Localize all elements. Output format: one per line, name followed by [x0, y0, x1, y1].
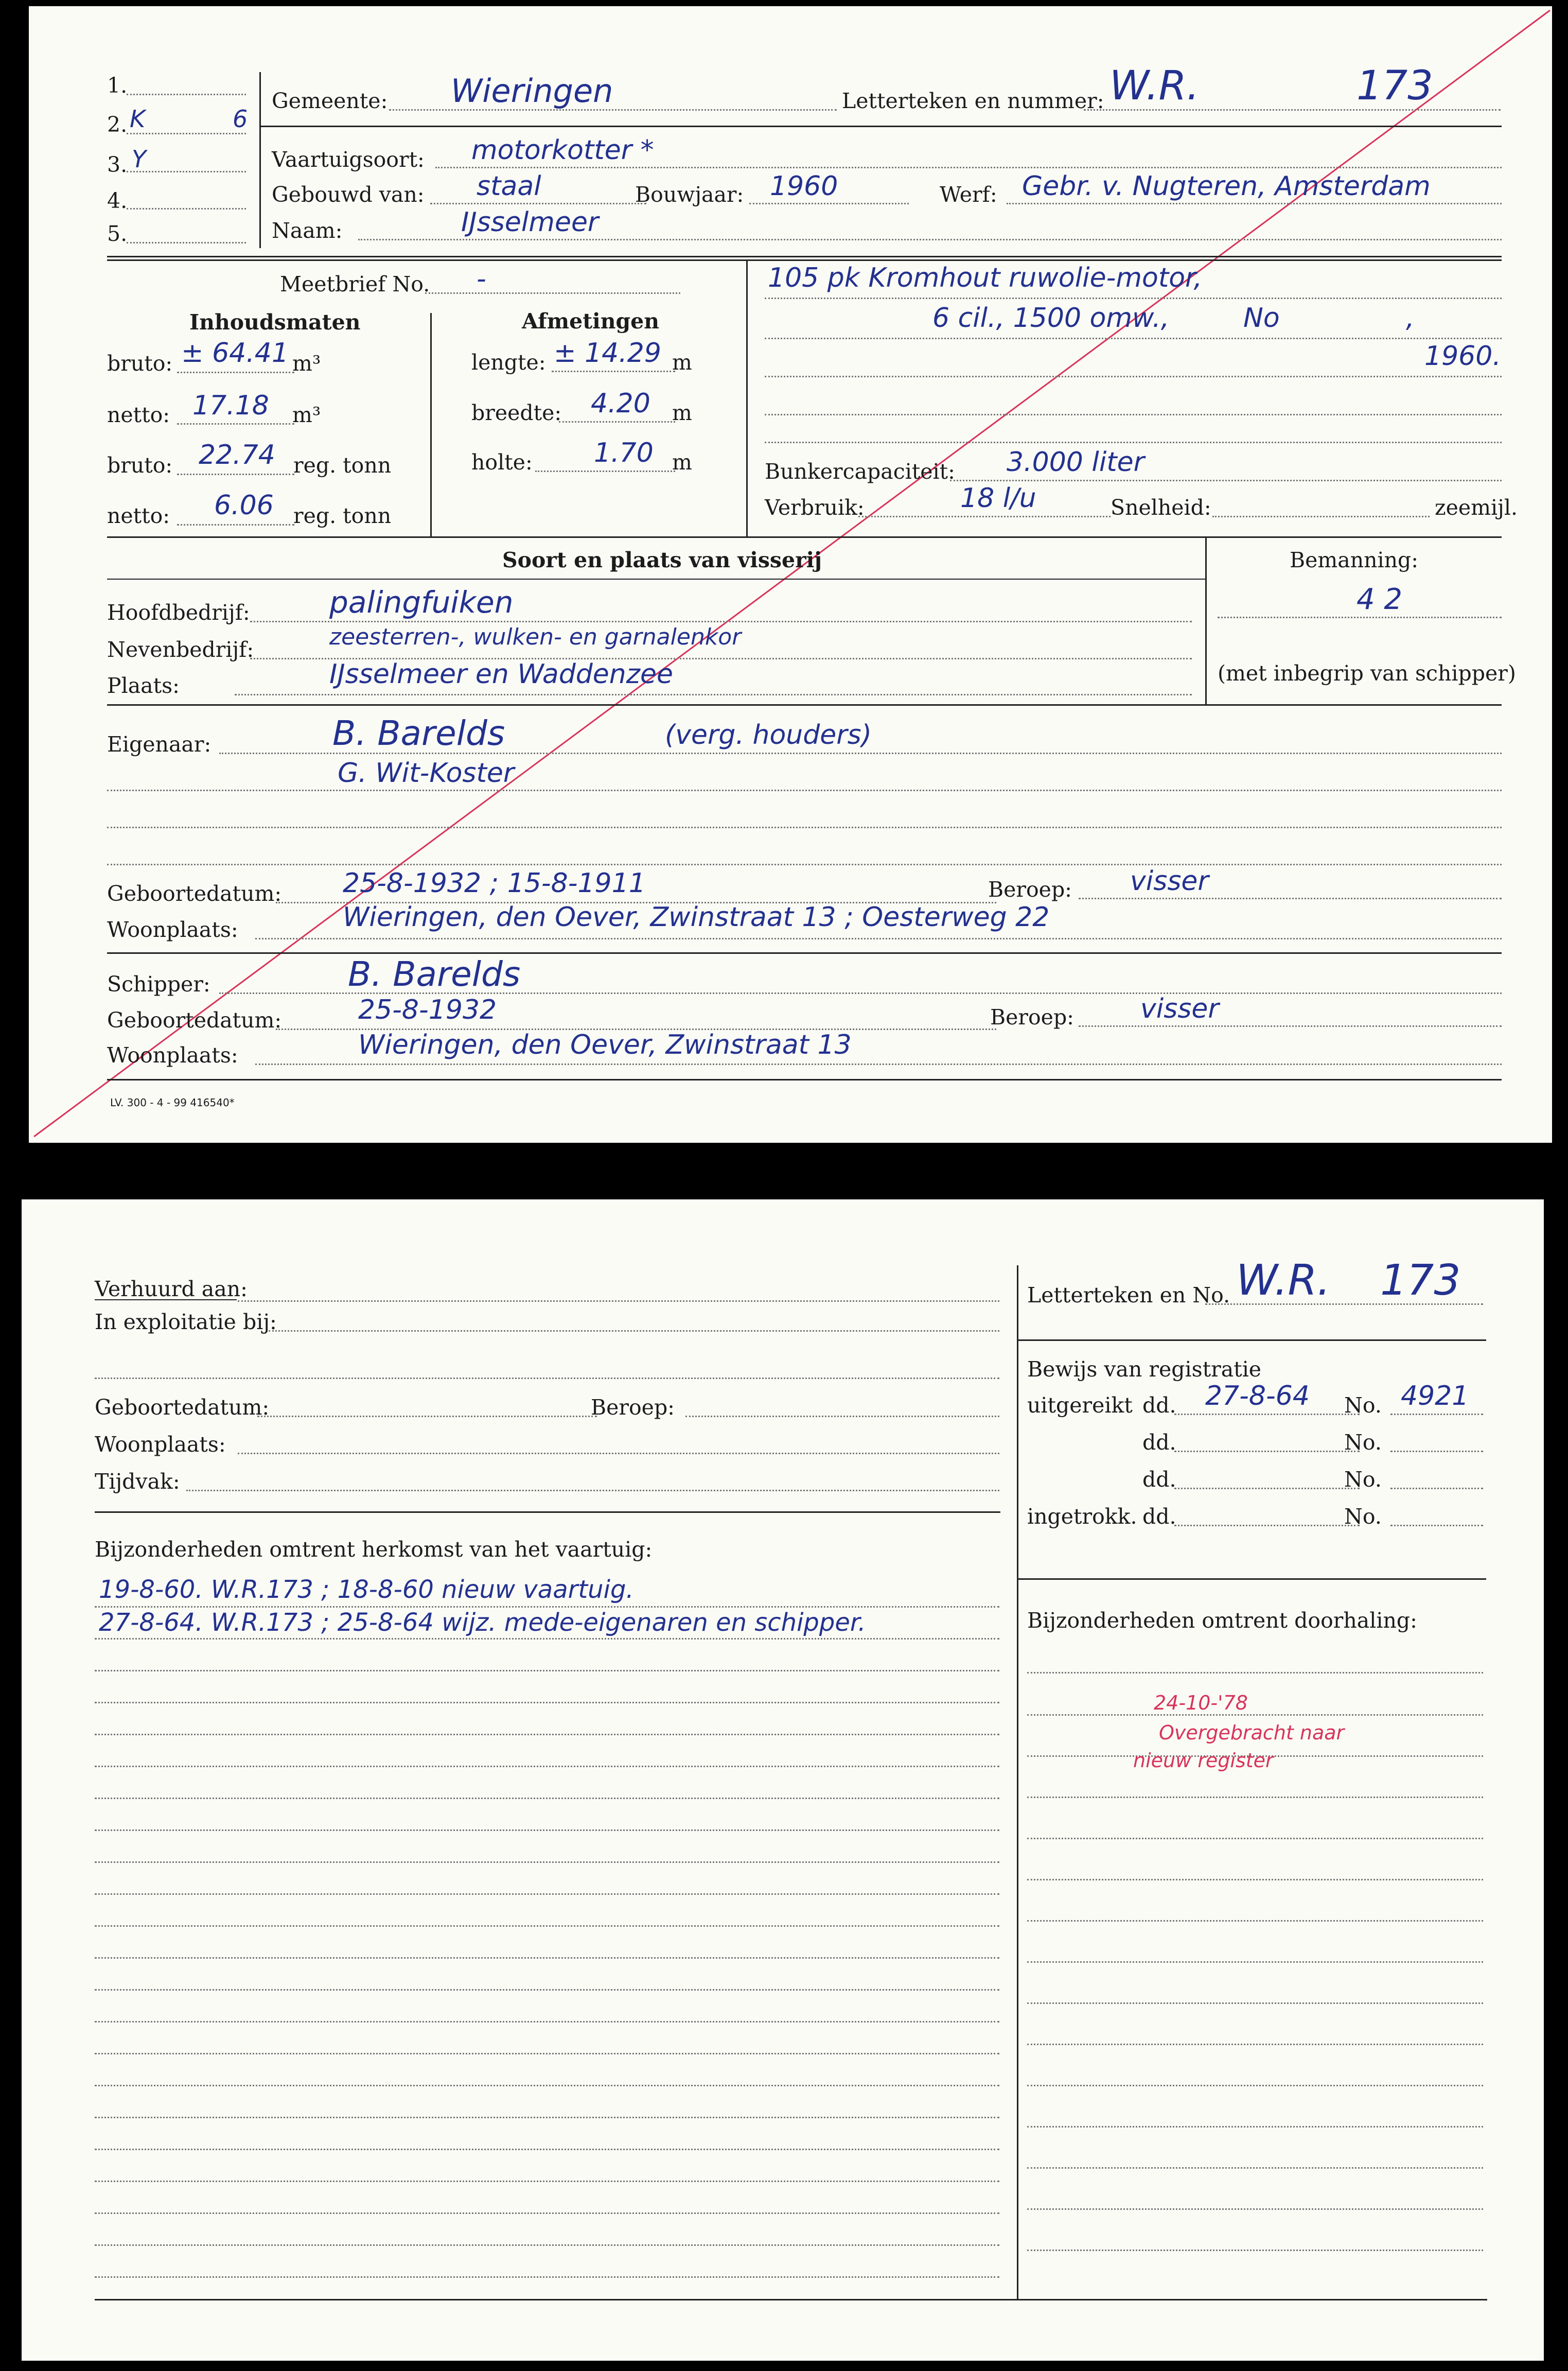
letterteken-number: 173: [1356, 63, 1433, 109]
no-label-3: No.: [1344, 1467, 1382, 1492]
letterteken-label: Letterteken en nummer:: [842, 89, 1104, 113]
row-number-3: 3.: [107, 152, 128, 177]
netto-ton-unit: reg. tonn: [293, 503, 392, 528]
back-geboortedatum-label: Geboortedatum:: [95, 1395, 270, 1420]
herkomst-line-2: 27-8-64. W.R.173 ; 25-8-64 wijz. mede-eigenaren en schipper.: [99, 1608, 866, 1637]
schipper-beroep-value: visser: [1140, 993, 1219, 1024]
bouwjaar-value: 1960: [770, 171, 838, 202]
lengte-value: ± 14.29: [554, 338, 661, 369]
netto-m3-unit: m³: [292, 403, 321, 427]
row-number-1: 1.: [107, 73, 128, 98]
meetbrief-label: Meetbrief No.: [280, 272, 430, 297]
netto-ton-value: 6.06: [214, 490, 274, 521]
lengte-unit: m: [672, 350, 692, 375]
row-2-letter: K: [130, 105, 146, 133]
vaartuigsoort-value: motorkotter *: [471, 135, 654, 166]
schipper-value: B. Barelds: [348, 954, 521, 994]
no-label-2: No.: [1344, 1430, 1382, 1455]
eigenaar-2: G. Wit-Koster: [338, 758, 515, 789]
holte-label: holte:: [471, 450, 533, 475]
motor-line-2: 6 cil., 1500 omw.,: [932, 303, 1170, 334]
back-letterteken-label: Letterteken en No.: [1027, 1283, 1230, 1307]
tijdvak-label: Tijdvak:: [95, 1469, 180, 1494]
gebouwd-label: Gebouwd van:: [272, 182, 425, 207]
row-number-2: 2.: [107, 112, 128, 137]
registration-card-front: [29, 6, 1552, 1143]
schipper-beroep-label: Beroep:: [990, 1005, 1074, 1030]
inhoudsmaten-title: Inhoudsmaten: [189, 310, 361, 335]
bruto-ton-value: 22.74: [199, 440, 275, 470]
row-2-value: 6: [233, 105, 248, 133]
breedte-unit: m: [672, 400, 692, 425]
motor-no: No: [1243, 303, 1280, 334]
bemanning-value: 4 2: [1356, 583, 1403, 616]
back-letterteken-letters: W.R.: [1236, 1256, 1331, 1305]
naam-value: IJsselmeer: [461, 207, 599, 238]
motor-line-1: 105 pk Kromhout ruwolie-motor,: [768, 263, 1203, 293]
no-label-1: No.: [1344, 1393, 1382, 1418]
holte-value: 1.70: [594, 438, 654, 468]
exploitatie-label: In exploitatie bij:: [95, 1310, 277, 1334]
nevenbedrijf-value: zeesterren-, wulken- en garnalenkor: [329, 624, 742, 650]
gebouwd-value: staal: [477, 171, 541, 202]
red-note-date: 24-10-'78: [1154, 1692, 1248, 1714]
plaats-label: Plaats:: [107, 673, 180, 698]
motor-comma: ,: [1406, 303, 1415, 334]
bewijs-label: Bewijs van registratie: [1027, 1357, 1262, 1382]
schipper-geboortedatum-value: 25-8-1932: [358, 995, 497, 1025]
plaats-value: IJsselmeer en Waddenzee: [329, 659, 674, 690]
form-code: LV. 300 - 4 - 99 416540*: [110, 1096, 235, 1109]
netto-m3-label: netto:: [107, 403, 170, 427]
woonplaats-value: Wieringen, den Oever, Zwinstraat 13 ; Oesterweg 22: [343, 902, 1050, 933]
met-inbegrip-text: (met inbegrip van schipper): [1218, 661, 1516, 686]
schipper-label: Schipper:: [107, 972, 210, 997]
bunker-label: Bunkercapaciteit:: [765, 459, 955, 484]
bemanning-label: Bemanning:: [1290, 548, 1419, 572]
red-note-line-2: Overgebracht naar: [1159, 1721, 1345, 1744]
verbruik-label: Verbruik:: [765, 495, 865, 520]
row-number-4: 4.: [107, 188, 128, 213]
gemeente-value: Wieringen: [451, 72, 613, 110]
eigenaar-note: (verg. houders): [665, 720, 872, 751]
verhuurd-label: Verhuurd aan:: [95, 1277, 248, 1301]
schipper-geboortedatum-label: Geboortedatum:: [107, 1008, 282, 1033]
uitgereikt-no-value: 4921: [1401, 1381, 1469, 1411]
dd-label-3: dd.: [1142, 1467, 1176, 1492]
eigenaar-1: B. Barelds: [332, 713, 505, 753]
bruto-ton-label: bruto:: [107, 453, 173, 478]
bruto-ton-unit: reg. tonn: [293, 453, 392, 478]
herkomst-label: Bijzonderheden omtrent herkomst van het vaartuig:: [95, 1537, 653, 1562]
meetbrief-value: -: [477, 264, 486, 294]
hoofdbedrijf-value: palingfuiken: [329, 585, 514, 620]
werf-label: Werf:: [940, 182, 997, 207]
bruto-m3-label: bruto:: [107, 351, 173, 376]
hoofdbedrijf-label: Hoofdbedrijf:: [107, 600, 250, 625]
soort-visserij-title: Soort en plaats van visserij: [502, 548, 822, 572]
holte-unit: m: [672, 450, 692, 475]
woonplaats-label: Woonplaats:: [107, 917, 238, 942]
werf-value: Gebr. v. Nugteren, Amsterdam: [1022, 171, 1431, 202]
back-beroep-label: Beroep:: [591, 1395, 675, 1420]
uitgereikt-label: uitgereikt: [1027, 1393, 1133, 1418]
letterteken-letters: W.R.: [1109, 63, 1200, 109]
schipper-woonplaats-value: Wieringen, den Oever, Zwinstraat 13: [358, 1030, 852, 1060]
snelheid-label: Snelheid:: [1111, 495, 1211, 520]
bunker-value: 3.000 liter: [1007, 447, 1145, 478]
breedte-label: breedte:: [471, 400, 562, 425]
beroep-label: Beroep:: [988, 877, 1072, 902]
bouwjaar-label: Bouwjaar:: [635, 182, 744, 207]
schipper-woonplaats-label: Woonplaats:: [107, 1043, 238, 1068]
uitgereikt-dd-value: 27-8-64: [1205, 1381, 1310, 1411]
red-note-line-3: nieuw register: [1133, 1749, 1274, 1772]
motor-year: 1960.: [1424, 341, 1501, 372]
netto-m3-value: 17.18: [192, 390, 269, 421]
zeemijl-label: zeemijl.: [1435, 495, 1518, 520]
dd-label-1: dd.: [1142, 1393, 1176, 1418]
netto-ton-label: netto:: [107, 503, 170, 528]
eigenaar-label: Eigenaar:: [107, 732, 212, 757]
ingetrokk-label: ingetrokk.: [1027, 1504, 1137, 1529]
afmetingen-title: Afmetingen: [522, 309, 660, 334]
geboortedatum-value: 25-8-1932 ; 15-8-1911: [343, 868, 646, 899]
back-letterteken-number: 173: [1380, 1256, 1461, 1305]
lengte-label: lengte:: [471, 350, 546, 375]
no-label-4: No.: [1344, 1504, 1382, 1529]
vaartuigsoort-label: Vaartuigsoort:: [272, 147, 425, 172]
dd-label-2: dd.: [1142, 1430, 1176, 1455]
bruto-m3-unit: m³: [292, 351, 321, 376]
doorhaling-label: Bijzonderheden omtrent doorhaling:: [1027, 1608, 1417, 1633]
nevenbedrijf-label: Nevenbedrijf:: [107, 637, 254, 662]
gemeente-label: Gemeente:: [272, 89, 388, 113]
geboortedatum-label: Geboortedatum:: [107, 881, 282, 906]
dd-label-4: dd.: [1142, 1504, 1176, 1529]
breedte-value: 4.20: [591, 388, 650, 419]
bruto-m3-value: ± 64.41: [181, 338, 289, 369]
naam-label: Naam:: [272, 218, 343, 243]
back-woonplaats-label: Woonplaats:: [95, 1432, 226, 1457]
row-3-letter: Y: [132, 145, 147, 173]
herkomst-line-1: 19-8-60. W.R.173 ; 18-8-60 nieuw vaartuig.: [99, 1575, 634, 1604]
row-number-5: 5.: [107, 221, 128, 246]
registration-card-back: [22, 1199, 1544, 2361]
beroep-value: visser: [1130, 866, 1209, 897]
verbruik-value: 18 l/u: [960, 483, 1036, 514]
